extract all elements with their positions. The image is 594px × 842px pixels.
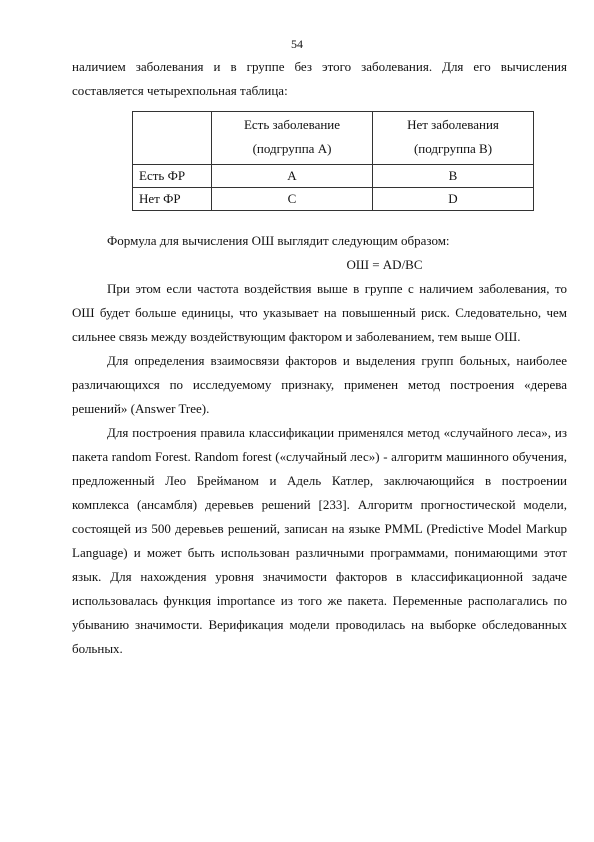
table-row xyxy=(133,165,534,188)
header-a-line2: (подгруппа А) xyxy=(252,141,332,156)
formula: ОШ = AD/BC xyxy=(346,257,423,272)
formula-intro: Формула для вычисления ОШ выглядит следующим образом: xyxy=(107,233,450,248)
table-header-group-a xyxy=(212,112,373,165)
header-b-line1: Нет заболевания xyxy=(407,117,499,132)
table-header-blank xyxy=(133,112,212,165)
body-paragraph: Для построения правила классификации применялся метод «случайного леса», из пакета random Forest. Random forest («случайный лес») - алгоритм машинного обучения, предложенный Лео Брейманом и Адель Катлер, заключающийся в построении комплекса (ансамбля) деревьев решений [233]. Алгоритм прогностической модели, состоящей из 500 деревьев решений, записан на языке PMML (Predictive Model Markup Language) и может быть использован различными программами, понимающими этот язык. Для нахождения уровня значимости факторов в классификационной задаче использовалась функция importance из того же пакета. Переменные располагались по убыванию значимости. Верификация модели проводилась на выборке обследованных больных. xyxy=(72,425,567,656)
table-cell: A xyxy=(212,165,373,188)
body-paragraph: Для определения взаимосвязи факторов и выделения групп больных, наиболее различающихся по исследуемому признаку, применен метод построения «дерева решений» (Answer Tree). xyxy=(72,353,567,416)
table-header-row xyxy=(133,112,534,165)
four-field-table xyxy=(132,111,534,211)
table-cell: C xyxy=(212,188,373,211)
table-cell: B xyxy=(373,165,534,188)
header-a-line1: Есть заболевание xyxy=(243,117,341,132)
table-container xyxy=(132,111,567,211)
body-paragraph: При этом если частота воздействия выше в группе с наличием заболевания, то ОШ будет больше единицы, что указывает на повышенный риск. Следовательно, чем сильнее связь между воздействующим фактором и заболеванием, тем выше ОШ. xyxy=(72,281,567,344)
document-body xyxy=(72,55,567,661)
table-row xyxy=(133,188,534,211)
table-cell: D xyxy=(373,188,534,211)
page-number: 54 xyxy=(291,37,303,51)
header-b-line2: (подгруппа В) xyxy=(413,141,493,156)
row-label: Есть ФР xyxy=(133,165,212,188)
row-label: Нет ФР xyxy=(133,188,212,211)
intro-paragraph: наличием заболевания и в группе без этого заболевания. Для его вычисления составляется четырехпольная таблица: xyxy=(72,59,567,98)
table-header-group-b xyxy=(373,112,534,165)
